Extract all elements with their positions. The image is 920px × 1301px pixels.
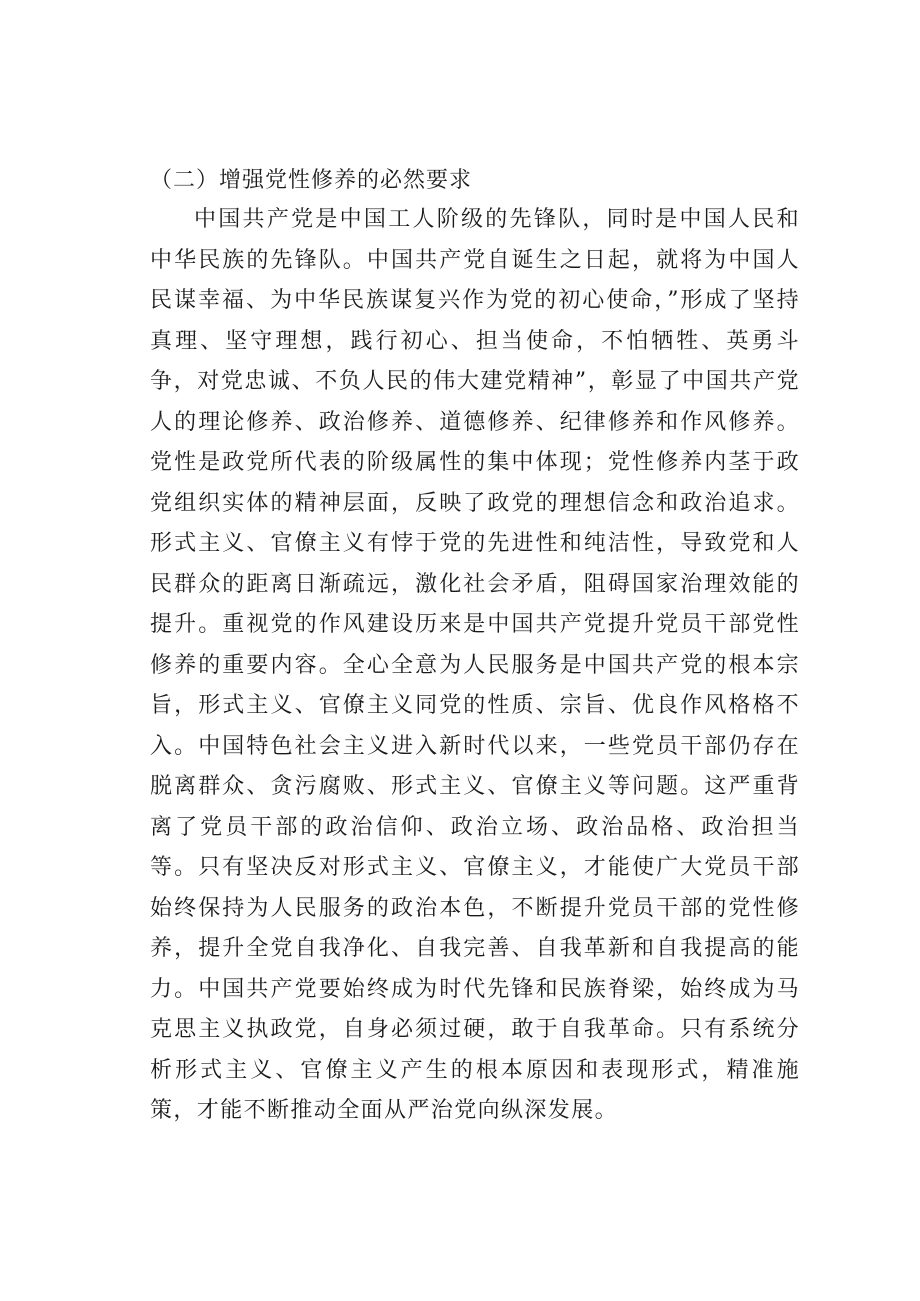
section-heading: （二）增强党性修养的必然要求 bbox=[150, 168, 473, 193]
body-paragraph: 中国共产党是中国工人阶级的先锋队，同时是中国人民和中华民族的先锋队。中国共产党自诞生之日起，就将为中国人民谋幸福、为中华民族谋复兴作为党的初心使命，”形成了坚持真理、坚守理想，践行初心、担当使命，不怕牺牲、英勇斗争，对党忠诚、不负人民的伟大建党精神”，彰显了中国共产党人的理论修养、政治修养、道德修养、纪律修养和作风修养。党性是政党所代表的阶级属性的集中体现；党性修养内茎于政党组织实体的精神层面，反映了政党的理想信念和政治追求。形式主义、官僚主义有悖于党的先进性和纯洁性，导致党和人民群众的距离日渐疏远，激化社会矛盾，阻碍国家治理效能的提升。重视党的作风建设历来是中国共产党提升党员干部党性修养的重要内容。全心全意为人民服务是中国共产党的根本宗旨，形式主义、官僚主义同党的性质、宗旨、优良作风格格不入。中国特色社会主义进入新时代以来，一些党员干部仍存在脱离群众、贪污腐败、形式主义、官僚主义等问题。这严重背离了党员干部的政治信仰、政治立场、政治品格、政治担当等。只有坚决反对形式主义、官僚主义，才能使广大党员干部始终保持为人民服务的政治本色，不断提升党员干部的党性修养，提升全党自我净化、自我完善、自我革新和自我提高的能力。中国共产党要始终成为时代先锋和民族脊梁，始终成为马克思主义执政党，自身必须过硬，敢于自我革命。只有系统分析形式主义、官僚主义产生的根本原因和表现形式，精准施策，才能不断推动全面从严治党向纵深发展。 bbox=[150, 207, 800, 1123]
